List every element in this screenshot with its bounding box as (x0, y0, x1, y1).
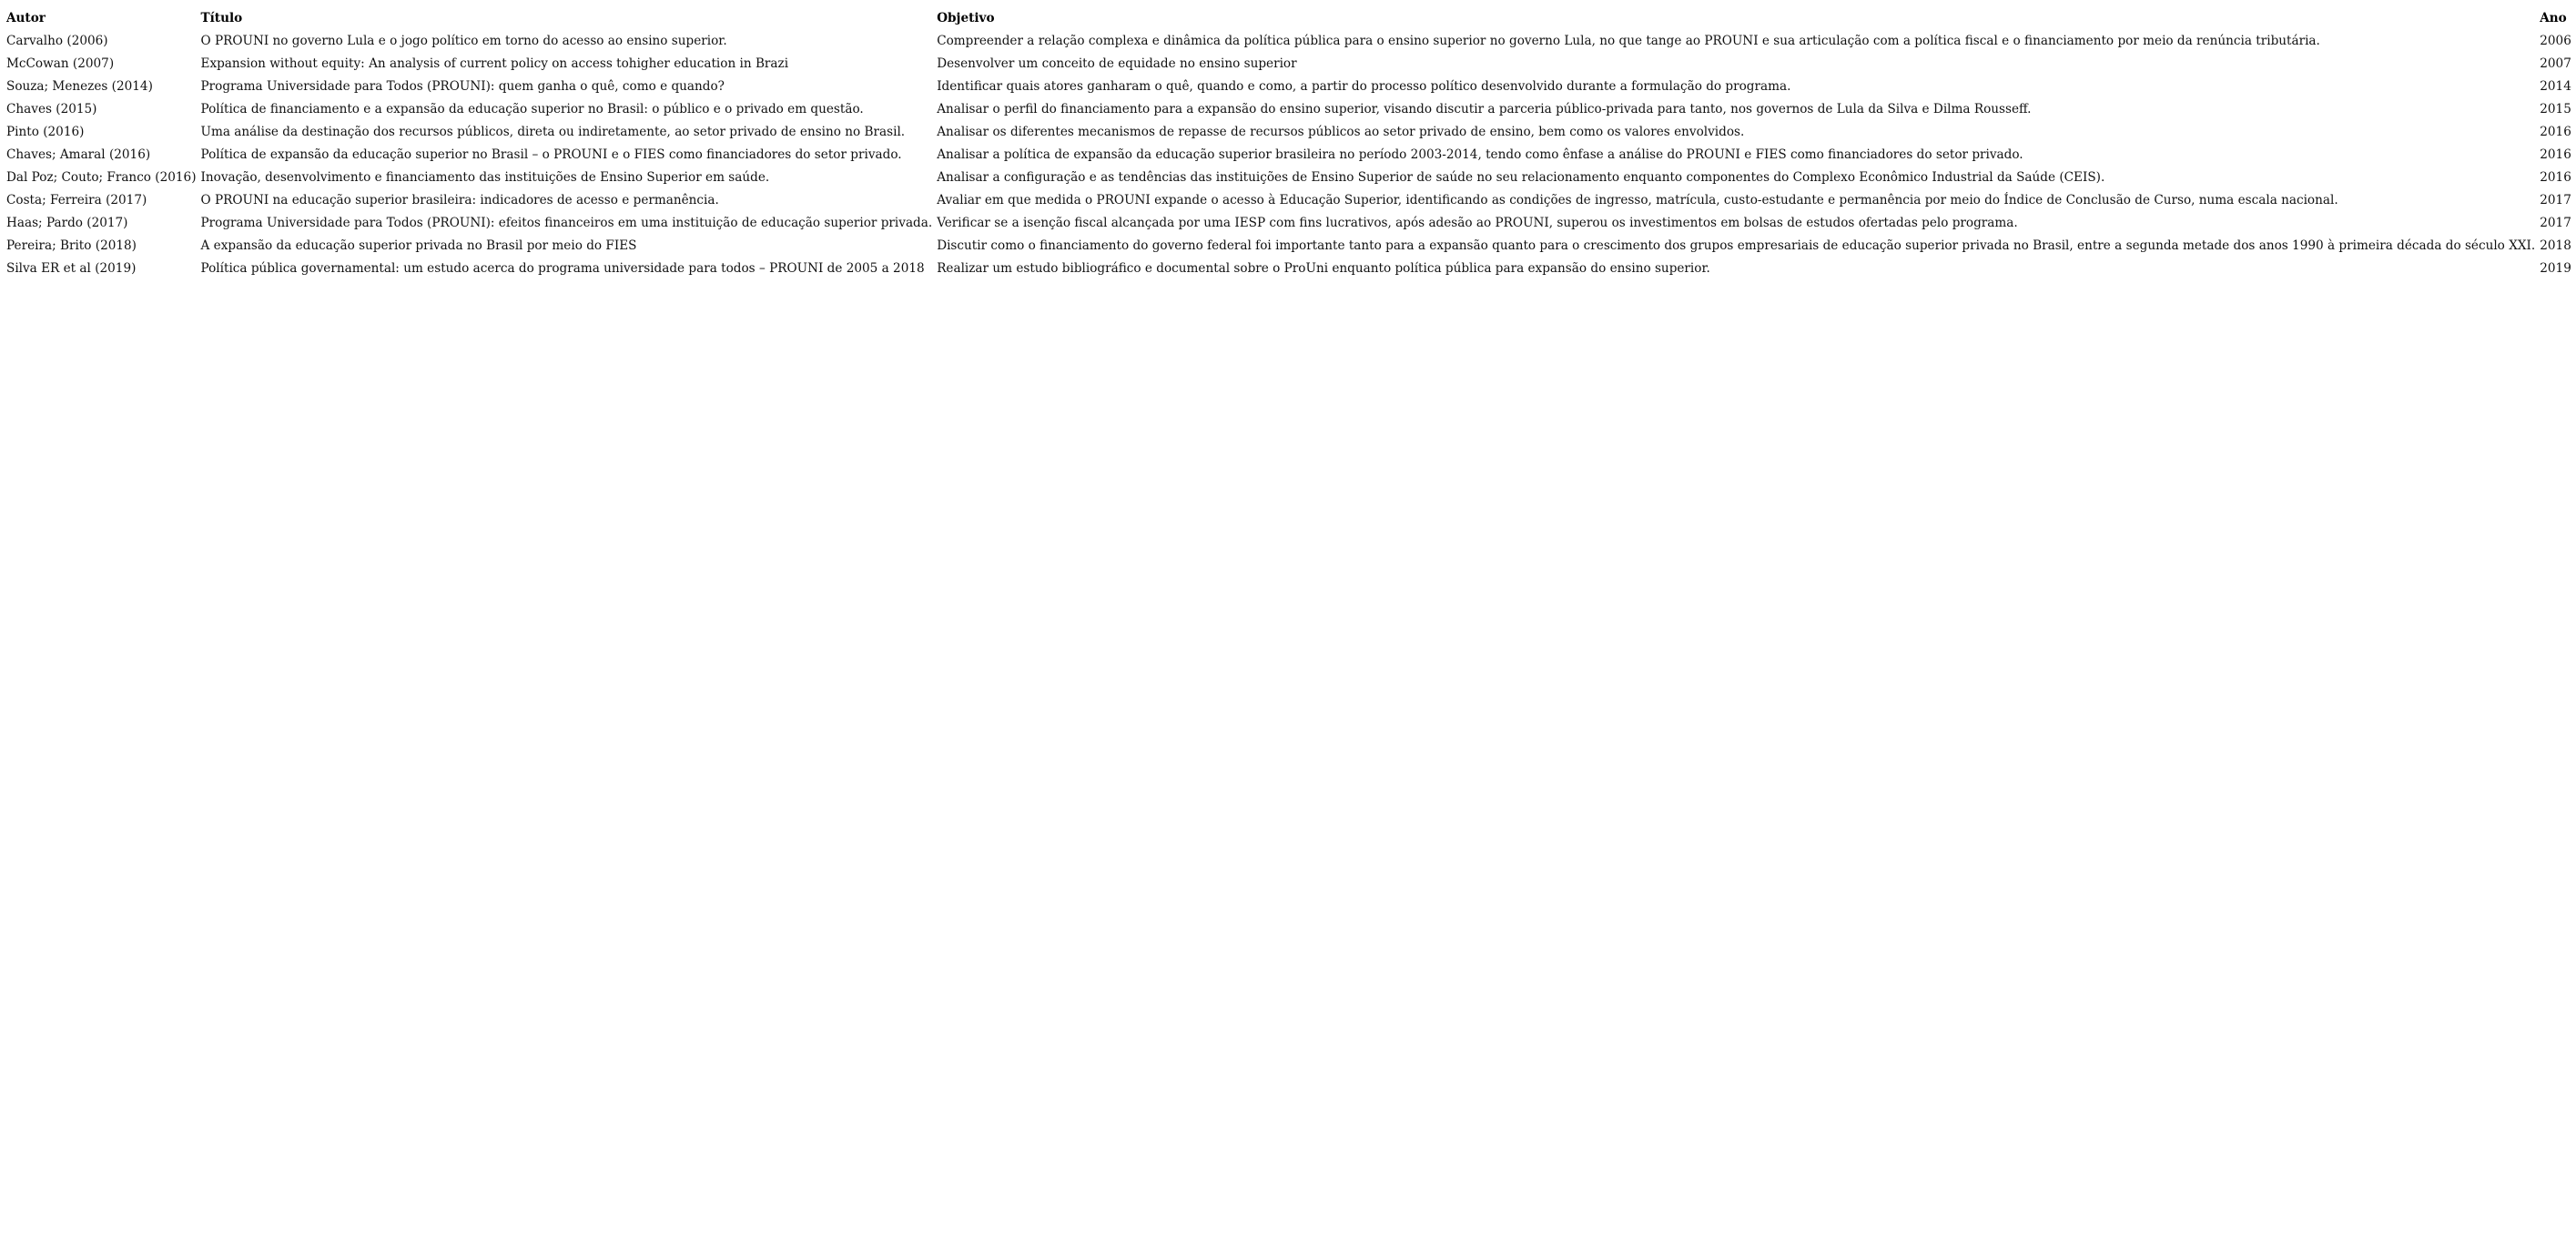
cell-author: Dal Poz; Couto; Franco (2016) (6, 170, 197, 185)
cell-objective: Compreender a relação complexa e dinâmica da política pública para o ensino superior no governo Lula, no que tange ao PROUNI e sua articulação com a política fiscal e o financiamento por meio da renúncia tributária. (937, 34, 2320, 48)
cell-title: Expansion without equity: An analysis of current policy on access tohigher education in Brazi (200, 56, 789, 71)
table-row (6, 30, 2576, 53)
header-objective: Objetivo (937, 11, 995, 25)
header-author: Autor (6, 11, 46, 25)
cell-title: A expansão da educação superior privada no Brasil por meio do FIES (200, 238, 637, 253)
cell-title: O PROUNI na educação superior brasileira: indicadores de acesso e permanência. (200, 193, 719, 207)
table-body (6, 30, 2576, 280)
table-header (6, 7, 2576, 30)
cell-year: 2017 (2540, 193, 2571, 207)
cell-year: 2007 (2540, 56, 2571, 71)
cell-year: 2015 (2540, 102, 2571, 116)
cell-objective: Analisar os diferentes mecanismos de repasse de recursos públicos ao setor privado de ensino, bem como os valores envolvidos. (937, 125, 1745, 139)
cell-objective: Discutir como o financiamento do governo federal foi importante tanto para a expansão quanto para o crescimento dos grupos empresariais de educação superior privada no Brasil, entre a segunda metade dos anos 1990 à primeira década do século XXI. (937, 238, 2536, 253)
header-title: Título (200, 11, 243, 25)
cell-objective: Realizar um estudo bibliográfico e documental sobre o ProUni enquanto política pública para expansão do ensino superior. (937, 261, 1710, 276)
cell-title: Política de expansão da educação superior no Brasil – o PROUNI e o FIES como financiadores do setor privado. (200, 147, 902, 162)
cell-author: McCowan (2007) (6, 56, 115, 71)
cell-objective: Desenvolver um conceito de equidade no ensino superior (937, 56, 1297, 71)
cell-title: O PROUNI no governo Lula e o jogo político em torno do acesso ao ensino superior. (200, 34, 727, 48)
cell-objective: Analisar a política de expansão da educação superior brasileira no período 2003-2014, tendo como ênfase a análise do PROUNI e FIES como financiadores do setor privado. (937, 147, 2023, 162)
cell-year: 2019 (2540, 261, 2571, 276)
references-table (6, 7, 2576, 280)
table-row (6, 53, 2576, 76)
table-row (6, 144, 2576, 167)
cell-title: Programa Universidade para Todos (PROUNI): quem ganha o quê, como e quando? (200, 79, 725, 94)
header-year: Ano (2540, 11, 2567, 25)
cell-year: 2018 (2540, 238, 2571, 253)
cell-year: 2016 (2540, 170, 2571, 185)
table-row (6, 235, 2576, 258)
cell-title: Política de financiamento e a expansão da educação superior no Brasil: o público e o privado em questão. (200, 102, 864, 116)
cell-year: 2006 (2540, 34, 2571, 48)
cell-year: 2016 (2540, 125, 2571, 139)
cell-title: Programa Universidade para Todos (PROUNI): efeitos financeiros em uma instituição de educação superior privada. (200, 216, 933, 230)
cell-author: Chaves; Amaral (2016) (6, 147, 151, 162)
cell-author: Pinto (2016) (6, 125, 85, 139)
table-row (6, 258, 2576, 280)
table-row (6, 121, 2576, 144)
cell-author: Haas; Pardo (2017) (6, 216, 128, 230)
cell-title: Inovação, desenvolvimento e financiamento das instituições de Ensino Superior em saúde. (200, 170, 770, 185)
cell-objective: Analisar a configuração e as tendências das instituições de Ensino Superior de saúde no seu relacionamento enquanto componentes do Complexo Econômico Industrial da Saúde (CEIS). (937, 170, 2105, 185)
cell-year: 2016 (2540, 147, 2571, 162)
cell-objective: Avaliar em que medida o PROUNI expande o acesso à Educação Superior, identificando as condições de ingresso, matrícula, custo-estudante e permanência por meio do Índice de Conclusão de Curso, numa escala nacional. (937, 193, 2338, 207)
table-row (6, 98, 2576, 121)
cell-author: Souza; Menezes (2014) (6, 79, 153, 94)
cell-objective: Verificar se a isenção fiscal alcançada por uma IESP com fins lucrativos, após adesão ao PROUNI, superou os investimentos em bolsas de estudos ofertadas pelo programa. (937, 216, 2018, 230)
cell-title: Uma análise da destinação dos recursos públicos, direta ou indiretamente, ao setor privado de ensino no Brasil. (200, 125, 906, 139)
cell-title: Política pública governamental: um estudo acerca do programa universidade para todos – PROUNI de 2005 a 2018 (200, 261, 925, 276)
cell-year: 2017 (2540, 216, 2571, 230)
cell-author: Silva ER et al (2019) (6, 261, 137, 276)
cell-author: Carvalho (2006) (6, 34, 108, 48)
cell-objective: Identificar quais atores ganharam o quê, quando e como, a partir do processo político desenvolvido durante a formulação do programa. (937, 79, 1791, 94)
cell-author: Pereira; Brito (2018) (6, 238, 137, 253)
cell-author: Chaves (2015) (6, 102, 97, 116)
header-row (6, 7, 2576, 30)
table-row (6, 212, 2576, 235)
cell-objective: Analisar o perfil do financiamento para a expansão do ensino superior, visando discutir a parceria público-privada para tanto, nos governos de Lula da Silva e Dilma Rousseff. (937, 102, 2032, 116)
table-row (6, 167, 2576, 189)
cell-year: 2014 (2540, 79, 2571, 94)
table-row (6, 189, 2576, 212)
table-row (6, 76, 2576, 98)
cell-author: Costa; Ferreira (2017) (6, 193, 147, 207)
